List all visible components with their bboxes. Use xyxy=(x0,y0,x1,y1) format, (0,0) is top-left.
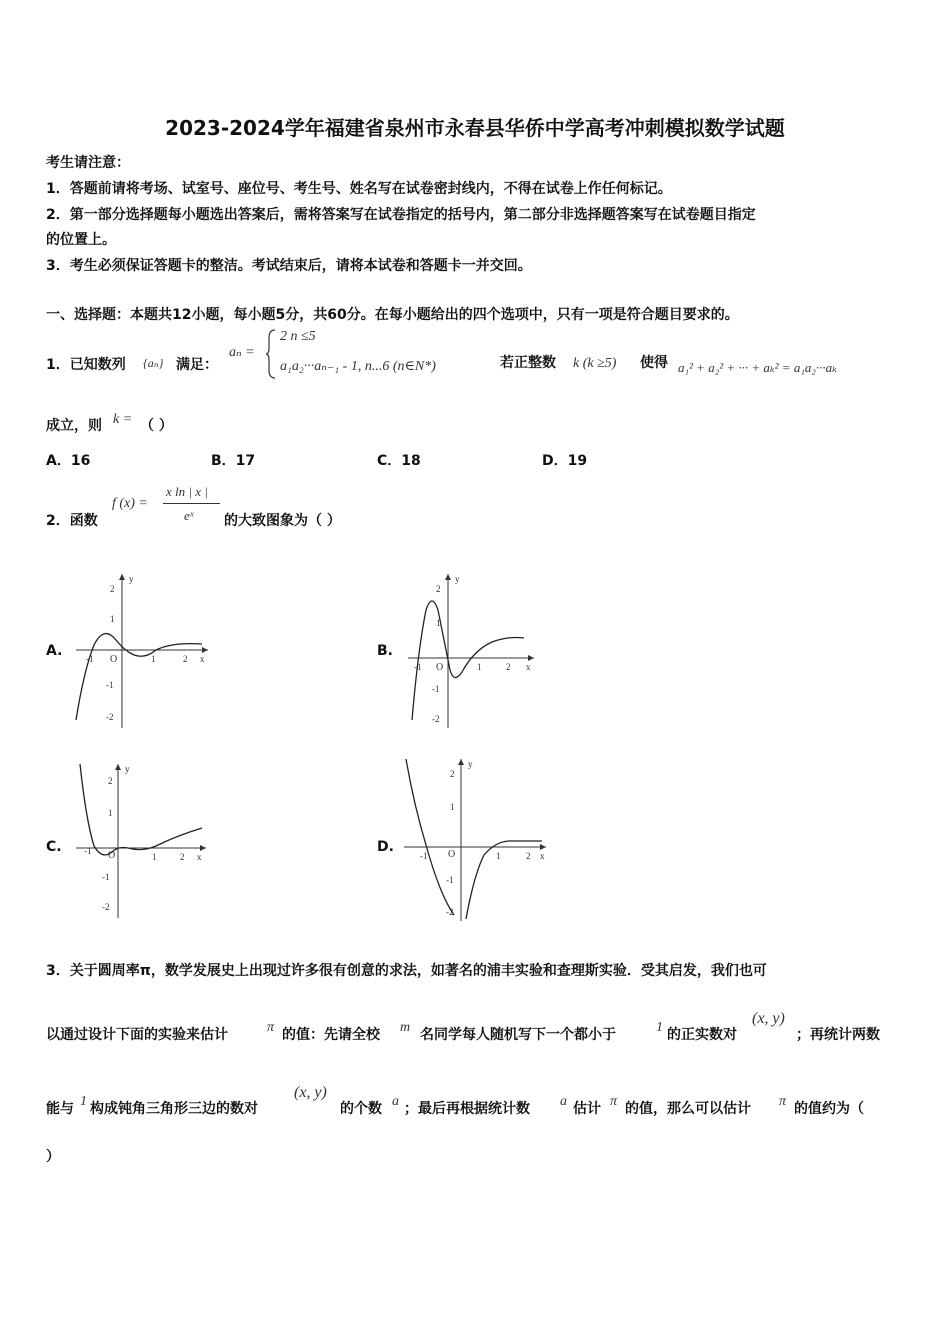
a-symbol: a xyxy=(392,1094,399,1109)
svg-text:y: y xyxy=(468,759,473,769)
notice-heading: 考生请注意： xyxy=(46,155,130,171)
q3-line3-b: 构成钝角三角形三边的数对 xyxy=(90,1101,258,1117)
svg-text:1: 1 xyxy=(151,654,156,664)
origin-label: O xyxy=(110,654,118,665)
option-a[interactable]: A．16 xyxy=(46,453,91,469)
q3-line3-e: 估计 xyxy=(573,1101,601,1117)
pair-symbol: (x, y) xyxy=(752,1010,785,1027)
q1-mid2: 若正整数 xyxy=(500,355,556,371)
q1-prefix: 1．已知数列 xyxy=(46,357,126,373)
svg-text:-2: -2 xyxy=(102,902,110,912)
svg-text:x: x xyxy=(540,851,545,861)
svg-text:O: O xyxy=(448,849,456,860)
pi-symbol: π xyxy=(610,1094,618,1109)
q3-line3-f: 的值，那么可以估计 xyxy=(625,1101,751,1117)
graph-d-label[interactable]: D. xyxy=(377,839,394,855)
m-symbol: m xyxy=(400,1020,411,1035)
svg-text:O: O xyxy=(108,850,116,861)
q1-k: k = xyxy=(113,412,133,427)
q3-line3-a: 能与 xyxy=(46,1101,74,1117)
q2-fx: f (x) = xyxy=(112,496,148,511)
q3-line2-b: 的值：先请全校 xyxy=(282,1027,380,1043)
svg-text:1: 1 xyxy=(436,618,441,628)
svg-text:1: 1 xyxy=(110,614,115,624)
q1-equation: a₁² + a₂² + ··· + aₖ² = a₁a₂···aₖ xyxy=(678,360,837,375)
graph-c-label[interactable]: C. xyxy=(46,839,62,855)
q3-line4: ） xyxy=(46,1149,60,1165)
q1-an: aₙ = xyxy=(229,345,255,360)
svg-text:O: O xyxy=(436,662,444,673)
q3-line2-a: 以通过设计下面的实验来估计 xyxy=(46,1027,228,1043)
svg-text:1: 1 xyxy=(152,852,157,862)
svg-text:2: 2 xyxy=(450,769,455,779)
q3-line3-g: 的值约为（ xyxy=(794,1101,864,1117)
brace-icon xyxy=(265,328,277,380)
q1-mid3: 使得 xyxy=(640,355,668,371)
q1-case1: 2 n ≤5 xyxy=(280,329,316,344)
svg-text:1: 1 xyxy=(450,802,455,812)
q1-seq: {aₙ} xyxy=(143,356,164,370)
svg-text:-1: -1 xyxy=(420,851,428,861)
page-title: 2023-2024学年福建省泉州市永春县华侨中学高考冲刺模拟数学试题 xyxy=(165,116,785,140)
svg-text:x: x xyxy=(526,662,531,672)
option-b[interactable]: B．17 xyxy=(211,453,256,469)
graph-a[interactable] xyxy=(72,570,212,730)
q1-paren: （ ） xyxy=(140,418,173,434)
svg-text:1: 1 xyxy=(108,808,113,818)
a-symbol: a xyxy=(560,1094,567,1109)
one-symbol: 1 xyxy=(656,1020,663,1035)
notice-item: 3．考生必须保证答题卡的整洁。考试结束后，请将本试卷和答题卡一并交回。 xyxy=(46,258,532,274)
svg-text:-1: -1 xyxy=(84,846,92,856)
svg-text:2: 2 xyxy=(526,851,531,861)
q1-line2: 成立，则 xyxy=(46,418,102,434)
q1-kcond: k (k ≥5) xyxy=(573,356,617,371)
svg-text:y: y xyxy=(455,574,460,584)
option-d[interactable]: D．19 xyxy=(542,453,588,469)
svg-text:-1: -1 xyxy=(102,872,110,882)
q3-line2-c: 名同学每人随机写下一个都小于 xyxy=(420,1027,616,1043)
q3-line3-c: 的个数 xyxy=(340,1101,382,1117)
q2-numerator: x ln | x | xyxy=(166,484,208,499)
q1-mid: 满足： xyxy=(176,357,218,373)
pair-symbol: (x, y) xyxy=(294,1084,327,1101)
svg-text:y: y xyxy=(125,764,130,774)
svg-text:-2: -2 xyxy=(432,714,440,724)
q2-prefix: 2．函数 xyxy=(46,513,98,529)
svg-text:1: 1 xyxy=(496,851,501,861)
svg-text:-1: -1 xyxy=(414,662,422,672)
svg-text:-2: -2 xyxy=(106,712,114,722)
graph-b-label[interactable]: B. xyxy=(377,643,393,659)
svg-text:-2: -2 xyxy=(446,907,454,917)
notice-item: 2．第一部分选择题每小题选出答案后，需将答案写在试卷指定的括号内，第二部分非选择题答案写在试卷题目指定 xyxy=(46,207,756,223)
svg-text:2: 2 xyxy=(110,584,115,594)
graph-c[interactable] xyxy=(72,760,212,920)
svg-text:2: 2 xyxy=(180,852,185,862)
pi-symbol: π xyxy=(267,1020,275,1035)
q3-line2-e: ；再统计两数 xyxy=(796,1027,880,1043)
notice-item: 1．答题前请将考场、试室号、座位号、考生号、姓名写在试卷密封线内，不得在试卷上作任何标记。 xyxy=(46,181,672,197)
notice-item: 的位置上。 xyxy=(46,232,116,248)
graph-b[interactable] xyxy=(404,570,544,730)
q2-denominator: eˣ xyxy=(184,508,194,523)
svg-text:2: 2 xyxy=(108,776,113,786)
q3-line3-d: ；最后再根据统计数 xyxy=(404,1101,530,1117)
svg-text:2: 2 xyxy=(436,584,441,594)
svg-text:x: x xyxy=(197,852,202,862)
svg-text:2: 2 xyxy=(506,662,511,672)
q1-case2: a₁a₂···aₙ₋₁ - 1, n...6 (n∈N*) xyxy=(280,359,436,374)
y-axis-label: y xyxy=(129,574,134,584)
svg-text:-1: -1 xyxy=(432,684,440,694)
fraction-bar xyxy=(163,503,220,504)
q3-line1: 3．关于圆周率π，数学发展史上出现过许多很有创意的求法，如著名的浦丰实验和查理斯实验．受其启发，我们也可 xyxy=(46,963,767,979)
svg-text:-1: -1 xyxy=(106,680,114,690)
section-heading: 一、选择题：本题共12小题，每小题5分，共60分。在每小题给出的四个选项中，只有一项是符合题目要求的。 xyxy=(46,307,739,323)
x-axis-label: x xyxy=(200,654,205,664)
q3-line2-d: 的正实数对 xyxy=(667,1027,737,1043)
pi-symbol: π xyxy=(779,1094,787,1109)
svg-text:-1: -1 xyxy=(86,654,94,664)
svg-text:2: 2 xyxy=(183,654,188,664)
one-symbol: 1 xyxy=(80,1094,87,1109)
svg-text:-1: -1 xyxy=(446,875,454,885)
graph-a-label[interactable]: A. xyxy=(46,643,63,659)
svg-text:1: 1 xyxy=(477,662,482,672)
graph-d[interactable] xyxy=(400,755,550,925)
q2-suffix: 的大致图象为（ ） xyxy=(224,513,341,529)
option-c[interactable]: C．18 xyxy=(377,453,421,469)
